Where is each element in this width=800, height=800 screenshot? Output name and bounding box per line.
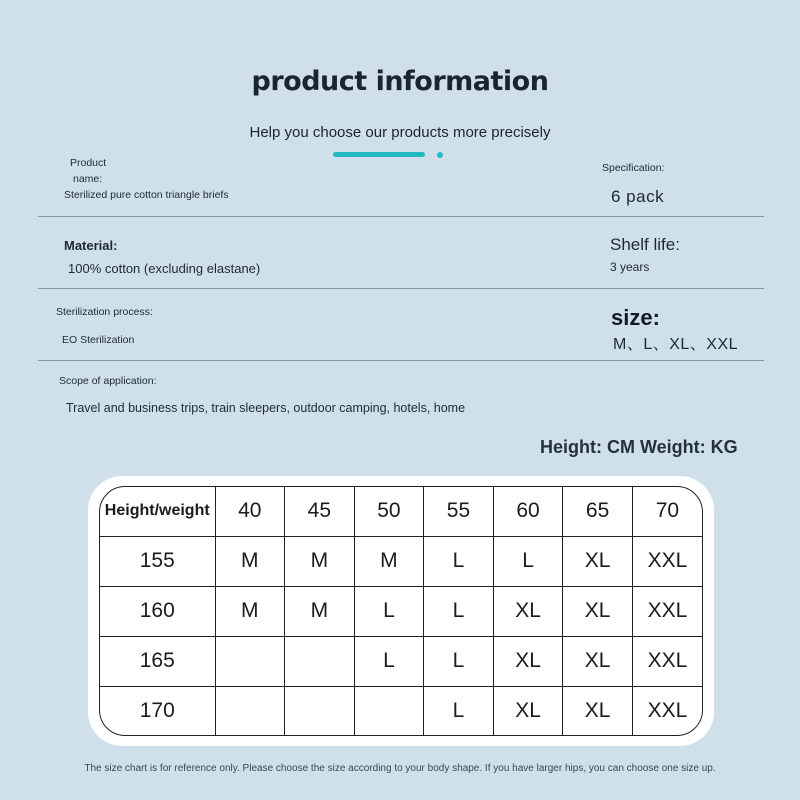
shelf-life-label: Shelf life: (610, 235, 680, 254)
size-cell: L (424, 586, 494, 636)
weight-header-cell: 45 (285, 487, 355, 536)
specification-label: Specification: (602, 162, 665, 174)
size-chart-row (100, 686, 702, 735)
weight-header-cell: 50 (354, 487, 424, 536)
material-label: Material: (64, 238, 118, 253)
height-cell: 170 (100, 686, 215, 735)
size-cell (285, 636, 355, 686)
size-cell: XXL (632, 586, 702, 636)
scope-value: Travel and business trips, train sleepers, outdoor camping, hotels, home (66, 401, 466, 415)
height-cell: 155 (100, 536, 215, 586)
size-cell: L (354, 586, 424, 636)
weight-header-cell: 60 (493, 487, 563, 536)
size-cell: XL (493, 586, 563, 636)
size-cell: XL (493, 686, 563, 735)
size-cell: XL (563, 536, 633, 586)
size-chart-footnote: The size chart is for reference only. Please choose the size according to your body shape. If you have larger hips, you can choose one size up. (84, 763, 716, 774)
size-chart-corner-label: Height/weight (100, 487, 215, 536)
size-chart-header-row (100, 487, 702, 536)
size-cell: XL (563, 686, 633, 735)
product-name-label-line2: name: (73, 173, 103, 185)
weight-header-cell: 70 (632, 487, 702, 536)
size-cell (354, 686, 424, 735)
scope-label: Scope of application: (59, 375, 157, 387)
divider-2 (38, 288, 764, 289)
weight-header-cell: 40 (215, 487, 285, 536)
size-cell: XXL (632, 686, 702, 735)
product-name-label-line1: Product (70, 157, 107, 169)
sterilization-label: Sterilization process: (56, 306, 153, 318)
page-subtitle: Help you choose our products more precisely (249, 124, 551, 141)
size-chart-row (100, 536, 702, 586)
size-cell: XL (493, 636, 563, 686)
weight-header-cell: 65 (563, 487, 633, 536)
material-value: 100% cotton (excluding elastane) (68, 261, 261, 276)
size-chart-row (100, 636, 702, 686)
size-cell: L (424, 536, 494, 586)
size-chart-units: Height: CM Weight: KG (540, 437, 738, 457)
size-cell: XL (563, 586, 633, 636)
size-cell: M (354, 536, 424, 586)
size-cell: L (354, 636, 424, 686)
divider-3 (38, 360, 764, 361)
size-cell: XXL (632, 536, 702, 586)
shelf-life-value: 3 years (610, 260, 650, 274)
sterilization-value: EO Sterilization (62, 334, 135, 346)
size-cell: M (285, 586, 355, 636)
size-cell: L (424, 636, 494, 686)
size-cell: XL (563, 636, 633, 686)
product-name-value: Sterilized pure cotton triangle briefs (64, 189, 229, 201)
size-cell (215, 686, 285, 735)
height-cell: 165 (100, 636, 215, 686)
page-title: product information (251, 66, 549, 97)
size-cell (215, 636, 285, 686)
size-cell: M (285, 536, 355, 586)
size-cell: M (215, 586, 285, 636)
size-cell: XXL (632, 636, 702, 686)
weight-header-cell: 55 (424, 487, 494, 536)
accent-dot (437, 152, 443, 158)
size-cell: L (493, 536, 563, 586)
divider-1 (38, 216, 764, 217)
size-cell (285, 686, 355, 735)
size-value: M、L、XL、XXL (613, 336, 739, 353)
size-label: size: (611, 305, 660, 330)
size-cell: M (215, 536, 285, 586)
accent-bar (333, 152, 425, 157)
size-cell: L (424, 686, 494, 735)
size-chart-table (99, 486, 703, 736)
size-chart-row (100, 586, 702, 636)
height-cell: 160 (100, 586, 215, 636)
specification-value: 6 pack (611, 187, 665, 206)
